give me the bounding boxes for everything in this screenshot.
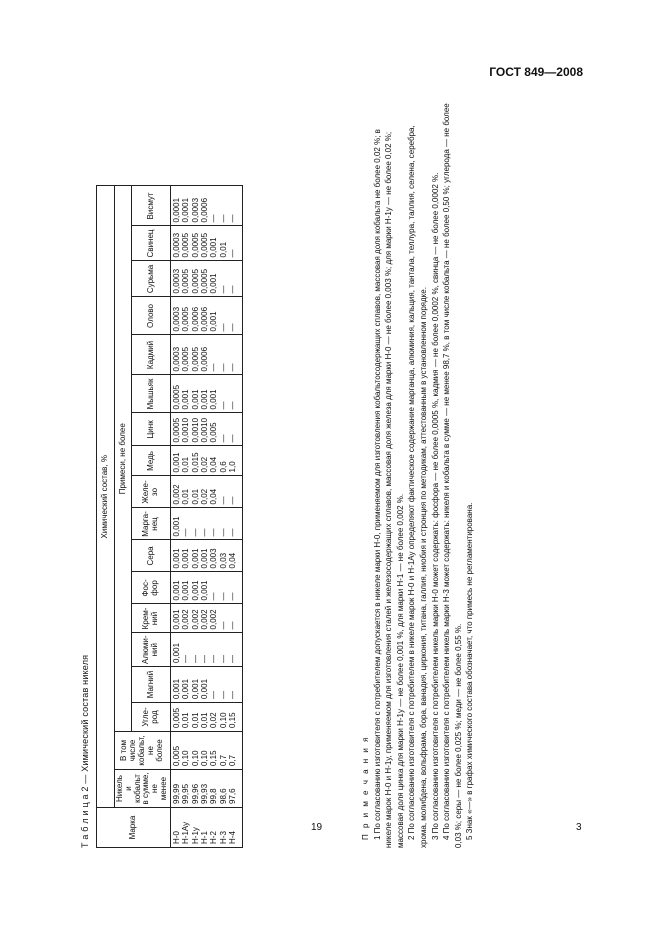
co-cell: 0,005 [171,745,181,766]
impurity-cell: 0,001 [209,273,219,294]
impurity-cell: — [228,214,238,223]
impurity-cell: 0,001 [199,389,209,410]
impurity-cell: 0,002 [209,609,219,630]
co-header: В том числе кобальт, не более [115,732,171,770]
ni-co-header: Никель и кобальт в сумме, не менее [115,770,171,808]
impurity-cell: 0,002 [171,484,181,505]
impurity-cell: 0,0005 [190,268,200,294]
impurity-cell: 0,001 [209,237,219,258]
impurity-cell: 0,01 [181,456,191,473]
impurity-column [170,703,242,732]
impurity-cell: 0,002 [190,609,200,630]
impurity-cell: — [228,363,238,372]
impurity-cell: 0,001 [199,548,209,569]
impurity-cell: 0,0006 [190,306,200,332]
impurity-cell: — [218,401,228,410]
impurity-cell: 0,001 [209,311,219,332]
impurity-cell: 0,01 [199,712,209,728]
impurity-cell: 0,0003 [171,232,181,258]
impurity-cell: 0,001 [171,548,181,569]
impurity-cell: — [228,691,238,699]
impurity-cell: 0,002 [181,609,191,630]
impurity-cell: 0,0005 [171,384,181,410]
impurity-cell: 0,02 [199,456,209,473]
notes-title: П р и м е ч а н и я [361,735,370,840]
impurity-cell: — [209,592,219,601]
impurity-cell: — [218,285,228,294]
impurity-cell: 0,01 [190,488,200,505]
table-caption: Т а б л и ц а 2 — Химический состав никеля [80,654,90,848]
impurity-column [170,375,242,413]
impurity-cell: — [181,655,191,663]
ni-cell: 99,99 [171,783,181,804]
impurity-cell: 0,001 [190,580,200,601]
impurity-cell: 0,04 [209,488,219,505]
impurity-cell: — [218,323,228,332]
impurity-cell: — [190,528,200,537]
impurity-cell: 0,0005 [199,268,209,294]
impurity-cell: 0,01 [218,241,228,258]
impurity-column [170,667,242,703]
impurity-header: Крем-ний [132,604,171,633]
impurity-cell: 0,01 [181,712,191,728]
impurity-cell: — [228,285,238,294]
impurity-cell: 0,0010 [199,417,209,443]
impurity-header: Висмут [132,186,171,226]
impurity-cell: 0,0005 [181,232,191,258]
ni-cell: 99,96 [190,783,200,804]
impurity-cell: 0,001 [171,609,181,630]
impurity-cell: 0,001 [190,389,200,410]
impurity-cell: — [209,691,219,699]
note-3: 3 По согласованию изготовителя с потребителем никель марки Н-0 может содержать: фосфора — не более 0,0005 %, кадмия — не более 0,0002 %, свинца — не более 0,0002 %. [430,172,440,840]
impurity-cell: — [218,691,228,699]
nickel-composition-table [96,185,243,848]
impurity-cell: — [209,363,219,372]
impurity-cell: 0,0003 [171,306,181,332]
chem-header: Химический состав, % [97,186,115,808]
impurity-cell: 0,005 [171,707,181,728]
impurity-cell: — [228,621,238,630]
impurity-header: Марга-нец [132,508,171,540]
impurity-cell: — [228,592,238,601]
impurity-header: Угле-род [132,703,171,732]
page-number-left: 19 [311,822,323,833]
impurity-cell: — [228,655,238,663]
impurity-header: Медь [132,446,171,476]
impurities-header: Примеси, не более [115,186,132,732]
impurity-cell: — [209,528,219,537]
impurity-header: Олово [132,297,171,335]
impurity-cell: 1,0 [228,461,238,473]
grade-cell: Н-1 [199,831,209,844]
impurity-cell: 0,001 [181,678,191,699]
impurity-cell: 0,0005 [171,417,181,443]
impurity-cell: 0,0003 [171,268,181,294]
grade-cell: Н-2 [209,831,219,844]
co-column [170,732,242,770]
impurity-cell: — [228,401,238,410]
impurity-header: Фос-фор [132,572,171,604]
impurity-cell: 0,001 [209,389,219,410]
impurity-cell: 0,0005 [181,346,191,372]
impurity-cell: 0,001 [171,580,181,601]
impurity-cell: — [218,214,228,223]
impurity-cell: 0,15 [228,712,238,728]
impurity-cell: 0,001 [171,642,181,663]
impurity-cell: 0,001 [190,548,200,569]
co-cell: 0,10 [199,750,209,766]
rotated-page-content [80,98,500,848]
impurity-cell: 0,0005 [199,232,209,258]
impurity-header: Сера [132,540,171,572]
impurity-cell: 0,0006 [199,346,209,372]
grade-header: Марка [97,808,171,848]
impurity-cell: 0,0005 [181,306,191,332]
note-4: 4 По согласованию изготовителя с потребителем никель марки Н-3 может содержать: никеля и кобальта в сумме — не менее 98,7 %, в том числе кобальта — не более 0,50 %; углерода — не более 0,03 %; серы — не более 0,025 %; меди — не более 0,55 %. [442,103,463,848]
impurity-cell: — [218,363,228,372]
impurity-cell: — [218,496,228,505]
co-cell: 0,7 [218,754,228,766]
grade-cell: Н-4 [228,831,238,844]
impurity-cell: 0,0001 [171,197,181,223]
notes-block [360,103,476,848]
co-cell: 0,10 [190,750,200,766]
impurity-cell: 0,01 [190,712,200,728]
impurity-cell: — [199,655,209,663]
impurity-cell: 0,0003 [171,346,181,372]
impurity-cell: 0,01 [181,488,191,505]
page-number-right: 3 [576,822,582,833]
impurity-header: Кадмий [132,335,171,375]
impurity-cell: — [218,621,228,630]
impurity-cell: — [218,655,228,663]
impurity-cell: — [190,655,200,663]
impurity-column [170,446,242,476]
impurity-header: Мышьяк [132,375,171,413]
impurity-column [170,633,242,667]
impurity-cell: 0,04 [228,552,238,569]
impurity-cell: 0,0005 [190,232,200,258]
grade-cell: Н-1Ау [181,821,191,844]
impurity-header: Цинк [132,413,171,446]
impurity-column [170,604,242,633]
impurity-column [170,540,242,572]
impurity-cell: 0,001 [190,678,200,699]
note-5: 5 Знак «—» в графах химического состава обозначает, что примесь не регламентирована. [465,502,475,840]
impurity-cell: 0,002 [199,609,209,630]
impurity-cell: 0,001 [199,678,209,699]
impurity-cell: — [218,592,228,601]
impurity-cell: 0,0001 [181,197,191,223]
impurity-column [170,413,242,446]
impurity-column [170,508,242,540]
impurity-cell: 0,001 [171,516,181,537]
co-cell: 0,15 [209,750,219,766]
impurity-cell: 0,001 [181,389,191,410]
impurity-cell: — [181,528,191,537]
impurity-cell: 0,0005 [181,268,191,294]
impurity-cell: 0,001 [199,580,209,601]
impurity-cell: — [199,528,209,537]
impurity-cell: 0,6 [218,461,228,473]
impurity-cell: — [209,214,219,223]
note-2: 2 По согласованию изготовителя с потребителем в никеле марок Н-0 и Н-1Ау определяют фактическое содержание марганца, алюминия, кальция, тантала, теллура, таллия, селена, серебра, хрома, молибдена, вольфрама, бора, ванадия, циркония, титана, галлия, ниобия и стронция по методикам, аттестованным в установленном порядке. [407,125,428,848]
impurity-cell: — [228,528,238,537]
impurity-cell: 0,001 [181,548,191,569]
ni-cell: 98,6 [218,788,228,804]
ni-cell: 99,93 [199,783,209,804]
note-1: 1 По согласованию изготовителя с потребителем допускается в никеле марки Н-0, применяемом для изготовления кобальтосодержащих сплавов, массовая доля кобальта не более 0,02 %; в никеле марок Н-0 и Н-1у, применяемом для изготовления сталей и железосодержащих сплавов, массовая доля железа для марки Н-0 — не более 0,003 %; для марки Н-1у — не более 0,02 %; массовая доля цинка для марки Н-1у — не более 0,001 %, для марки Н-1 — не более 0,002 %. [372,129,405,848]
co-cell: 0,10 [181,750,191,766]
co-cell: 0,7 [228,754,238,766]
impurity-header: Алюми-ний [132,633,171,667]
impurity-cell: 0,001 [171,678,181,699]
impurity-cell: 0,10 [218,712,228,728]
ni-cell: 99,95 [181,783,191,804]
document-header: ГОСТ 849—2008 [489,65,583,79]
impurity-column [170,261,242,297]
impurity-column [170,335,242,375]
impurity-cell: — [218,528,228,537]
impurity-cell: 0,0003 [190,197,200,223]
impurity-header: Магний [132,667,171,703]
ni-column [170,770,242,808]
impurity-cell: — [218,434,228,443]
impurity-cell: 0,0010 [181,417,191,443]
impurity-column [170,476,242,508]
impurity-column [170,226,242,261]
impurity-cell: 0,005 [209,422,219,443]
impurity-cell: — [228,323,238,332]
ni-cell: 97,6 [228,788,238,804]
impurity-cell: 0,03 [218,552,228,569]
impurity-cell: 0,0005 [190,346,200,372]
impurity-cell: 0,02 [199,488,209,505]
impurity-cell: 0,02 [209,712,219,728]
ni-cell: 99,8 [209,788,219,804]
impurity-cell: 0,04 [209,456,219,473]
impurity-cell: 0,0006 [199,306,209,332]
impurity-cell: — [228,249,238,258]
impurity-cell: 0,0010 [190,417,200,443]
grade-cell: Н-3 [218,831,228,844]
impurity-cell: 0,003 [209,548,219,569]
impurity-cell: — [228,434,238,443]
grade-column [170,808,242,848]
impurity-header: Желе-зо [132,476,171,508]
impurity-column [170,186,242,226]
impurity-header: Свинец [132,226,171,261]
impurity-column [170,572,242,604]
impurity-header: Сурьма [132,261,171,297]
impurity-cell: 0,015 [190,452,200,473]
impurity-cell: 0,0006 [199,197,209,223]
impurity-cell: 0,001 [181,580,191,601]
grade-cell: Н-1у [190,827,200,844]
impurity-cell: — [228,496,238,505]
impurity-cell: 0,001 [171,452,181,473]
grade-cell: Н-0 [171,831,181,844]
impurity-column [170,297,242,335]
impurity-cell: — [209,655,219,663]
